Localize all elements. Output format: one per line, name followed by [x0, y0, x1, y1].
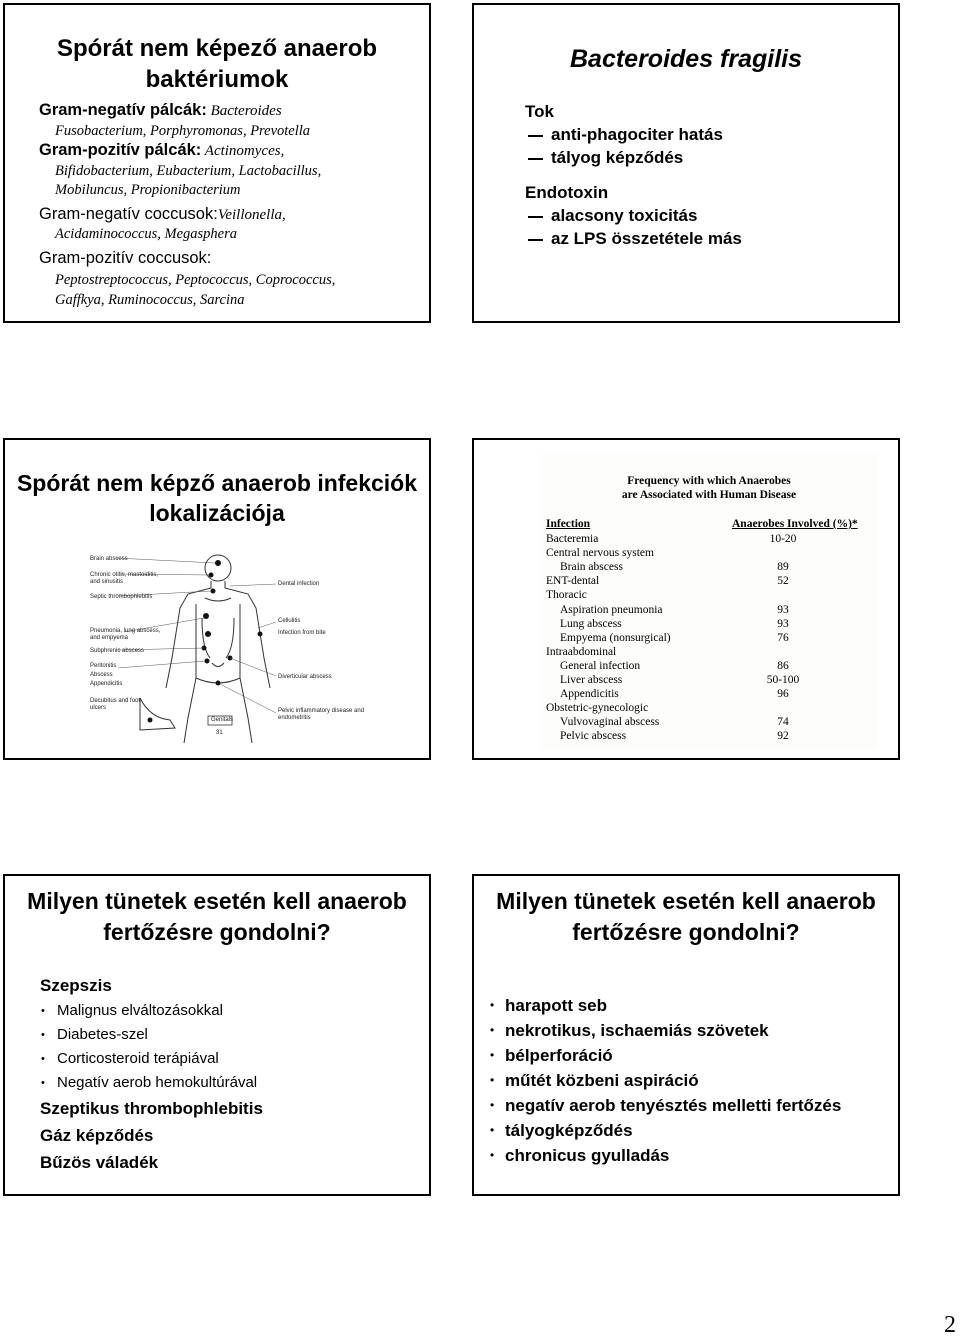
virulence-list — [525, 100, 742, 250]
genus-line: Bifidobacterium, Eubacterium, Lactobacillus, — [55, 162, 322, 179]
genus-line: Mobiluncus, Propionibacterium — [55, 182, 241, 198]
infection-name: Central nervous system — [546, 547, 654, 560]
list-item: anti-phagociter hatás — [525, 123, 742, 146]
slide-title: Spórát nem képző anaerob infekciók lokalizációja — [16, 470, 418, 526]
table-row — [540, 673, 878, 687]
infection-name: Appendicitis — [560, 688, 619, 701]
infection-name: Empyema (nonsurgical) — [560, 631, 671, 644]
genus-line: Gaffkya, Ruminococcus, Sarcina — [55, 291, 245, 308]
column-header-infection: Infection — [546, 518, 591, 530]
list-item: Szeptikus thrombophlebitis — [40, 1099, 263, 1118]
figure-label: Diverticular abscess — [278, 674, 332, 680]
body-diagram-figure — [80, 548, 380, 748]
figure-label: Septic thrombophlebitis — [90, 594, 153, 600]
frequency-table — [540, 454, 878, 750]
page-number: 2 — [944, 1312, 956, 1338]
table-row — [540, 617, 878, 631]
slide-symptoms-1 — [3, 874, 431, 1196]
anaerobe-percent: 74 — [777, 716, 789, 729]
figure-number: 31 — [216, 730, 223, 736]
table-row — [540, 588, 878, 602]
list-item: • bélperforáció — [488, 1043, 898, 1068]
group-heading: Gram-pozitív pálcák: — [39, 141, 202, 159]
figure-label: Genitals — [211, 717, 234, 723]
anaerobe-percent: 92 — [777, 730, 789, 743]
anaerobe-percent: 52 — [777, 575, 789, 588]
list-item: • tályogképződés — [488, 1118, 898, 1143]
slide-title: Spórát nem képező anaerob baktériumok — [56, 35, 378, 93]
list-item: • negatív aerob tenyésztés melletti fertőzés — [488, 1093, 898, 1118]
genus-text: Bacteroides — [206, 103, 282, 119]
figure-label: Peritonitis — [90, 663, 117, 669]
bacteria-list — [39, 101, 429, 310]
genus-line: Fusobacterium, Porphyromonas, Prevotella — [55, 122, 311, 139]
table-row — [540, 546, 878, 560]
slide-title: Milyen tünetek esetén kell anaerob fertőzésre gondolni? — [496, 888, 876, 945]
list-item: • Corticosteroid terápiával — [40, 1047, 425, 1071]
table-row — [540, 687, 878, 701]
table-row — [540, 560, 878, 574]
table-row — [540, 715, 878, 729]
anaerobe-percent: 10-20 — [769, 533, 797, 545]
slide-frequency-table — [472, 438, 900, 760]
figure-label: Decubitus and foot ulcers — [90, 698, 141, 711]
infection-name: Intraabdominal — [546, 645, 617, 658]
symptom-list — [488, 993, 898, 1168]
list-item: • nekrotikus, ischaemiás szövetek — [488, 1018, 898, 1043]
table-row — [540, 603, 878, 617]
list-item: • műtét közbeni aspiráció — [488, 1068, 898, 1093]
infection-name: Liver abscess — [560, 674, 623, 686]
slide-title: Milyen tünetek esetén kell anaerob fertőzésre gondolni? — [27, 888, 407, 945]
figure-label: Abscess — [90, 672, 113, 678]
figure-label: Dental infection — [278, 581, 320, 587]
figure-label: Pelvic inflammatory disease and endometritis — [278, 708, 365, 721]
infection-name: Brain abscess — [560, 561, 623, 574]
anaerobe-percent: 86 — [777, 659, 789, 672]
list-item: • chronicus gyulladás — [488, 1143, 898, 1168]
infection-name: Aspiration pneumonia — [560, 603, 663, 616]
slide-title: Bacteroides fragilis — [569, 45, 803, 73]
figure-label: Infection from bite — [278, 630, 326, 636]
infection-name: Lung abscess — [560, 617, 622, 630]
table-row — [540, 645, 878, 659]
endotoxin-heading: Endotoxin — [525, 183, 609, 202]
list-item: • Negatív aerob hemokultúrával — [40, 1071, 425, 1095]
figure-label: Subphrenic abscess — [90, 648, 145, 654]
genus-line: Acidaminococcus, Megasphera — [55, 226, 238, 242]
slide-symptoms-2 — [472, 874, 900, 1196]
group-heading: Gram-pozitív coccusok: — [39, 248, 212, 267]
infection-name: Obstetric-gynecologic — [546, 702, 649, 715]
anaerobe-percent: 50-100 — [766, 674, 800, 686]
anaerobe-percent: 93 — [777, 617, 789, 630]
genus-line: Peptostreptococcus, Peptococcus, Coprococcus, — [55, 272, 336, 288]
szepszis-heading: Szepszis — [40, 976, 112, 995]
genus-text: Actinomyces, — [201, 143, 285, 159]
table-row — [540, 574, 878, 588]
anaerobe-percent: 93 — [777, 603, 789, 616]
list-item: • Diabetes-szel — [40, 1023, 425, 1047]
table-row — [540, 631, 878, 645]
table-row — [540, 532, 878, 546]
infection-name: Vulvovaginal abscess — [560, 716, 660, 729]
genus-text: Veillonella, — [217, 206, 286, 223]
infection-name: Thoracic — [546, 589, 587, 602]
figure-label: Chronic otitis, mastoiditis, and sinusitis — [90, 572, 159, 585]
table-title: Frequency with which Anaerobes are Associated with Human Disease — [621, 475, 797, 501]
symptom-list — [40, 972, 425, 1176]
list-item: • harapott seb — [488, 993, 898, 1018]
infection-name: ENT-dental — [546, 575, 600, 588]
slide-anaerob-bacteria — [3, 3, 431, 323]
column-header-anaerobes: Anaerobes Involved (%)* — [732, 518, 858, 530]
infection-name: Pelvic abscess — [560, 730, 627, 743]
anaerobe-percent: 89 — [777, 561, 789, 574]
slide-infection-localization — [3, 438, 431, 760]
table-row — [540, 729, 878, 743]
figure-label: Pneumonia, lung abscess, and empyema — [90, 628, 161, 641]
tok-heading: Tok — [525, 102, 554, 121]
table-row — [540, 659, 878, 673]
list-item: alacsony toxicitás — [525, 204, 742, 227]
group-heading: Gram-negatív coccusok: — [39, 204, 218, 223]
slide-bacteroides-fragilis — [472, 3, 900, 323]
list-item: • Malignus elváltozásokkal — [40, 999, 425, 1023]
list-item: tályog képződés — [525, 146, 742, 169]
anaerobe-percent: 96 — [777, 688, 789, 701]
figure-label: Appendicitis — [90, 681, 123, 687]
figure-label: Brain abscess — [90, 556, 128, 562]
anaerobe-percent: 76 — [777, 631, 789, 644]
list-item: Gáz képződés — [40, 1126, 154, 1145]
figure-label: Cellulitis — [278, 618, 301, 624]
list-item: az LPS összetétele más — [525, 227, 742, 250]
list-item: Bűzös váladék — [40, 1153, 159, 1172]
infection-name: Bacteremia — [546, 533, 599, 545]
table-header-row — [540, 517, 878, 531]
table-row — [540, 701, 878, 715]
group-heading: Gram-negatív pálcák: — [39, 101, 207, 119]
infection-name: General infection — [560, 659, 641, 672]
